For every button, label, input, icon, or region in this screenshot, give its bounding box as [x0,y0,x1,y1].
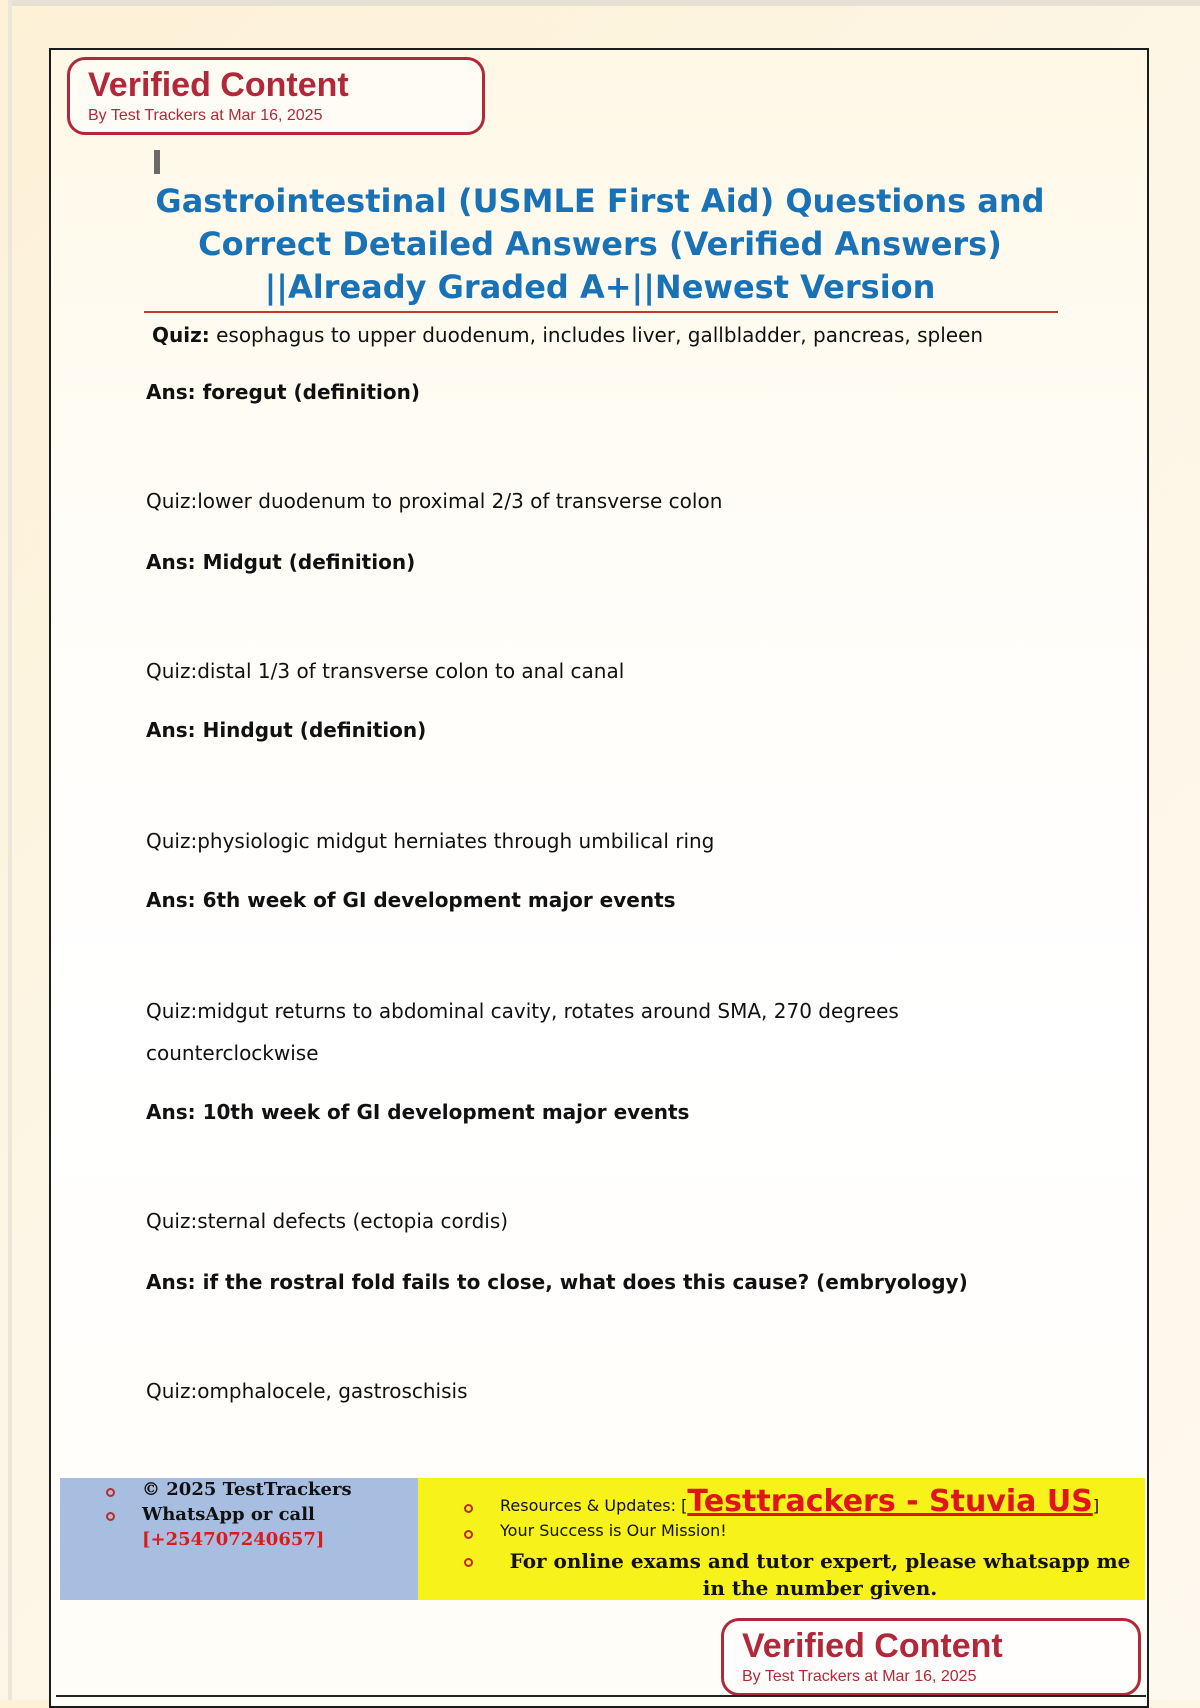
quiz-3: Quiz:distal 1/3 of transverse colon to anal canal [146,659,625,683]
copyright-text: © 2025 TestTrackers [142,1479,352,1500]
verified-stamp-bottom [721,1618,1141,1696]
mission-text: Your Success is Our Mission! [500,1521,727,1540]
resources-label: Resources & Updates: [ [500,1496,688,1515]
quiz-6: Quiz:sternal defects (ectopia cordis) [146,1209,509,1233]
bottom-divider [56,1695,1146,1697]
bullet-icon [464,1558,473,1567]
quiz-text: esophagus to upper duodenum, includes liver, gallbladder, pancreas, spleen [216,323,984,347]
stamp-subtitle: By Test Trackers at Mar 16, 2025 [742,1668,977,1685]
quiz-7: Quiz:omphalocele, gastroschisis [146,1379,468,1403]
answer-2: Ans: Midgut (definition) [146,550,416,574]
first-quiz [152,320,983,350]
answer-3: Ans: Hindgut (definition) [146,718,427,742]
quiz-5-continued: counterclockwise [146,1041,319,1065]
stamp-subtitle: By Test Trackers at Mar 16, 2025 [88,107,323,124]
bullet-icon [106,1512,115,1521]
answer-4: Ans: 6th week of GI development major events [146,888,676,912]
cta-text: For online exams and tutor expert, please whatsapp me in the number given. [509,1549,1131,1600]
quiz-2: Quiz:lower duodenum to proximal 2/3 of transverse colon [146,489,723,513]
phone-number: [+254707240657] [142,1529,325,1550]
quiz-4: Quiz:physiologic midgut herniates through umbilical ring [146,829,715,853]
resources-line [500,1484,1099,1519]
bullet-icon [464,1530,473,1539]
stamp-title: Verified Content [742,1627,1003,1665]
page-left-edge [8,0,12,1700]
title-divider [144,311,1058,313]
whatsapp-text: WhatsApp or call [142,1504,315,1525]
resources-close: ] [1092,1496,1100,1515]
answer-1: Ans: foregut (definition) [146,380,421,404]
page-top-edge [10,0,1200,6]
verified-stamp-top [67,57,485,135]
bullet-icon [464,1504,473,1513]
text-cursor-icon [154,150,160,174]
quiz-label: Quiz: [152,323,210,347]
answer-5: Ans: 10th week of GI development major events [146,1100,690,1124]
answer-6: Ans: if the rostral fold fails to close, what does this cause? (embryology) [146,1270,968,1294]
stuvia-link[interactable]: Testtrackers - Stuvia US [687,1484,1093,1519]
stamp-title: Verified Content [88,66,349,104]
document-title: Gastrointestinal (USMLE First Aid) Questions and Correct Detailed Answers (Verified Answers) ||Already Graded A+||Newest Version [155,182,1045,306]
quiz-5: Quiz:midgut returns to abdominal cavity, rotates around SMA, 270 degrees [146,999,899,1023]
bullet-icon [106,1488,115,1497]
